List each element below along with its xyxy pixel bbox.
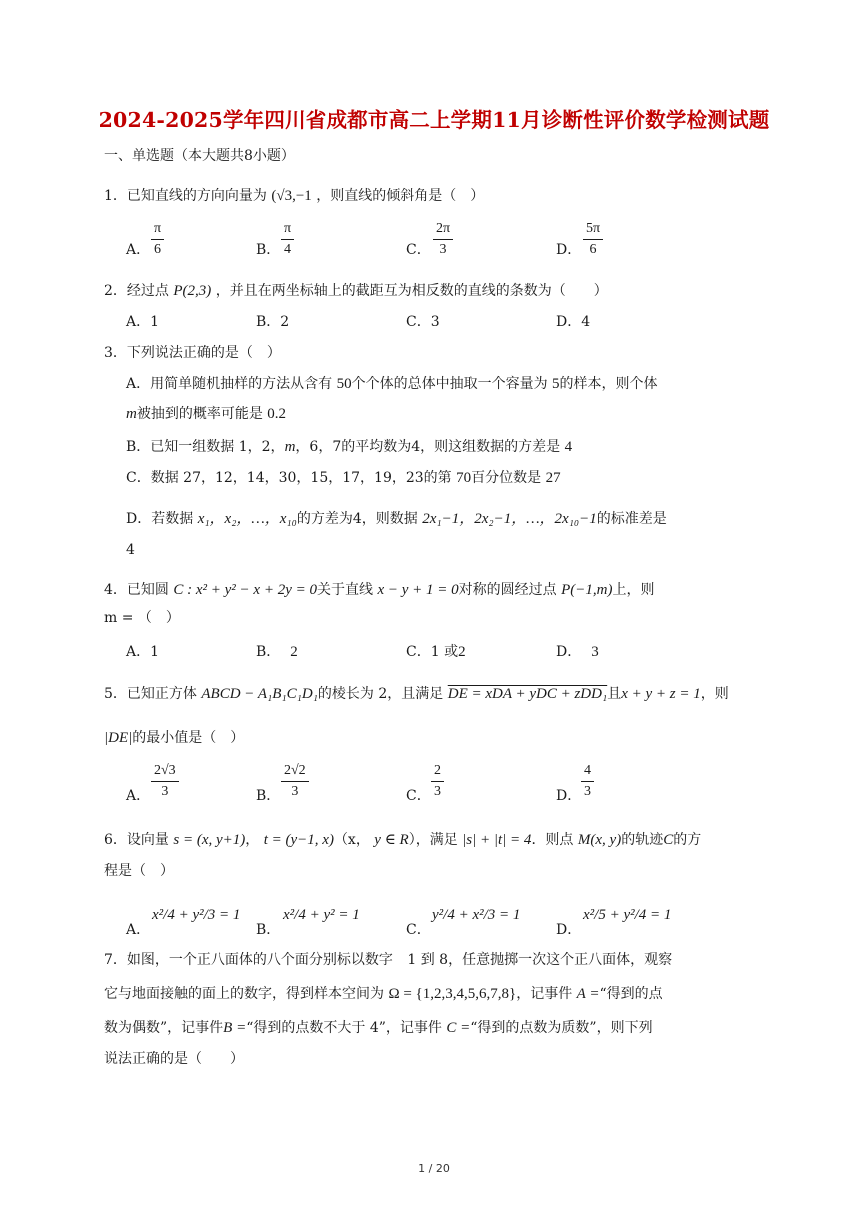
q4-text4: 上，则: [612, 582, 655, 598]
q6-text3: （x，: [333, 832, 370, 848]
q6-option-d-equation: x²/5 + y²/4 = 1: [583, 907, 672, 923]
q1-option-c-label: C．: [406, 242, 431, 258]
q4-line-equation: x − y + 1 = 0: [377, 582, 459, 598]
q5-option-c-label: C．: [406, 788, 431, 804]
q4-b-label: B．: [256, 644, 281, 660]
numerator: 4: [581, 763, 594, 782]
q3-d-xs: x₁，x₂，…，x₁₀: [197, 511, 297, 527]
q6-text2: ，: [245, 832, 260, 848]
q3-option-a-line2: [126, 404, 286, 424]
q6-text1: 6．设向量: [104, 832, 169, 848]
q6-equation: |s| + |t| = 4: [462, 832, 532, 848]
q6-text4: ），满足: [408, 832, 458, 848]
page-title: 2024-2025学年四川省成都市高二上学期11月诊断性评价数学检测试题: [98, 108, 770, 132]
q3-b-text1: B．已知一组数据 1，2，: [126, 439, 285, 455]
question-6-stem-line2: 程是（ ）: [104, 863, 174, 879]
q1-option-d-fraction: [583, 221, 603, 258]
q4-text3: 对称的圆经过点: [458, 582, 557, 598]
q3-a-text4: 被抽到的概率可能是: [136, 406, 263, 422]
q3-c-value: 27: [545, 470, 561, 486]
q6-text6: 的轨迹: [621, 832, 664, 848]
q6-vector-t: t = (y−1, x): [263, 832, 334, 848]
numerator: 2π: [433, 221, 453, 240]
q6-option-d-label: D．: [556, 922, 582, 938]
q4-c-value: 2: [458, 644, 466, 660]
page-number: 1 / 20: [418, 1162, 450, 1175]
denominator: 3: [161, 784, 169, 799]
q5-abs-de: |DE|: [104, 730, 133, 746]
question-7-line3: [104, 1018, 653, 1038]
q2-text-a: 2．经过点: [104, 283, 169, 299]
q5-option-a-label: A．: [126, 788, 151, 804]
q3-c-text1: C．数据 27，12，14，30，15，17，19，23的第: [126, 470, 452, 486]
q6-option-b-label: B．: [256, 922, 281, 938]
q1-option-a-fraction: [151, 221, 164, 258]
q3-option-c: [126, 468, 561, 488]
q3-c-text2: 百分位数是: [471, 470, 542, 486]
q5-text4: ，则: [700, 686, 729, 702]
question-7-line1: [104, 950, 672, 970]
q4-a-text: A．1: [126, 644, 160, 660]
question-1-stem: [104, 186, 484, 206]
q1-option-b-label: B．: [256, 242, 281, 258]
q7-text1b: 1 到 8，任意抛掷一次这个正八面体，观察: [407, 952, 673, 968]
q7-text2b: ，记事件: [516, 986, 573, 1002]
question-7-line4: 说法正确的是（ ）: [104, 1051, 244, 1067]
q5-text2: 的棱长为 2，且满足: [317, 686, 444, 702]
q4-option-a: [126, 642, 159, 662]
question-5-stem-line1: [104, 684, 729, 704]
q7-text3c: 4”，记事件: [369, 1020, 442, 1036]
denominator: 3: [291, 784, 299, 799]
q3-a-m: m: [126, 406, 137, 422]
q1-vector: (√3,−1: [271, 188, 312, 204]
numerator: 2√3: [151, 763, 179, 782]
q5-option-d-label: D．: [556, 788, 582, 804]
q5-vector-equation: DE = xDA + yDC + zDD₁: [447, 686, 608, 702]
q1-option-c-fraction: [433, 221, 453, 258]
q3-d-text3: 的标准差是: [596, 511, 667, 527]
question-4-stem-line2: m = （ ）: [104, 610, 180, 626]
q2-option-b: B．2: [256, 314, 290, 330]
q4-d-label: D．: [556, 644, 582, 660]
q7-sample-space: Ω = {1,2,3,4,5,6,7,8}: [388, 986, 517, 1002]
q6-vector-s: s = (x, y+1): [173, 832, 246, 848]
q5-option-a-fraction: [151, 763, 179, 800]
denominator: 3: [434, 784, 441, 799]
q1-text-a: 1．已知直线的方向向量为: [104, 188, 267, 204]
q4-d-value: 3: [591, 644, 599, 660]
q5-option-c-fraction: [431, 763, 444, 800]
q5-condition: x + y + z = 1: [621, 686, 701, 702]
denominator: 6: [589, 242, 597, 257]
numerator: π: [281, 221, 294, 240]
q4-point: P(−1,m): [561, 582, 613, 598]
q5-text3: 且: [607, 686, 622, 702]
numerator: 2√2: [281, 763, 309, 782]
question-4-stem-line1: [104, 580, 654, 600]
q4-option-b: [256, 642, 298, 662]
q6-condition: y ∈ R: [374, 832, 409, 848]
numerator: π: [151, 221, 164, 240]
q2-option-c: C．3: [406, 314, 440, 330]
question-2-stem: [104, 281, 608, 301]
q2-text-b: ，并且在两坐标轴上的截距互为相反数的直线的条数为（ ）: [215, 283, 608, 299]
q5-option-b-fraction: [281, 763, 309, 800]
q5-text1: 5．已知正方体: [104, 686, 197, 702]
q6-option-a-label: A．: [126, 922, 151, 938]
q3-a-text3: 的样本，则个体: [559, 376, 658, 392]
q3-d-text2: 的方差为4，则数据: [296, 511, 418, 527]
q7-text2c: “得到的点: [599, 986, 663, 1002]
question-6-stem-line1: [104, 830, 701, 850]
q4-text1: 4．已知圆: [104, 582, 169, 598]
q1-option-a-label: A．: [126, 242, 151, 258]
q3-d-text1: D．若数据: [126, 511, 194, 527]
q6-option-c-label: C．: [406, 922, 431, 938]
q5-cube: ABCD − A₁B₁C₁D₁: [201, 686, 318, 702]
q4-option-c: [406, 642, 466, 662]
q7-event-b: B =: [223, 1020, 247, 1036]
q4-c-label: C．1 或: [406, 644, 459, 660]
question-7-line2: [104, 984, 663, 1004]
q3-a-sample: 5: [552, 376, 560, 392]
numerator: 2: [431, 763, 444, 782]
q6-option-a-equation: x²/4 + y²/3 = 1: [152, 907, 241, 923]
q7-event-a: A =: [576, 986, 600, 1002]
q3-a-text2: 个个体的总体中抽取一个容量为: [351, 376, 548, 392]
q1-option-d-label: D．: [556, 242, 582, 258]
q6-option-b-equation: x²/4 + y² = 1: [283, 907, 360, 923]
denominator: 3: [584, 784, 591, 799]
denominator: 3: [439, 242, 447, 257]
denominator: 4: [284, 242, 292, 257]
q3-c-percentile: 70: [456, 470, 472, 486]
q7-text3b: “得到的点数不大于: [246, 1020, 366, 1036]
section-heading: 一、单选题（本大题共8小题）: [104, 148, 295, 164]
q7-event-c: C =: [446, 1020, 471, 1036]
q3-option-d-line1: [126, 509, 667, 529]
q7-text2a: 它与地面接触的面上的数字，得到样本空间为: [104, 986, 384, 1002]
q4-b-value: 2: [290, 644, 298, 660]
question-3-stem: 3．下列说法正确的是（ ）: [104, 345, 281, 361]
q4-text2: 关于直线: [317, 582, 373, 598]
q3-d-ys: 2x₁−1，2x₂−1，…，2x₁₀−1: [422, 511, 597, 527]
q3-b-m: m: [284, 439, 296, 455]
question-5-stem-line2: [104, 728, 244, 748]
q6-point-m: M(x, y): [577, 832, 622, 848]
q1-option-b-fraction: [281, 221, 294, 258]
q3-b-value: 4: [564, 439, 573, 455]
denominator: 6: [154, 242, 162, 257]
q3-option-d-line2: 4: [126, 542, 135, 558]
q4-option-d: [556, 642, 599, 662]
q5-text5: 的最小值是（ ）: [132, 730, 245, 746]
q7-text3d: “得到的点数为质数”，则下列: [470, 1020, 653, 1036]
q4-circle-equation: C : x² + y² − x + 2y = 0: [173, 582, 317, 598]
q5-option-d-fraction: [581, 763, 594, 800]
q2-point: P(2,3): [173, 283, 212, 299]
q6-text7: 的方: [673, 832, 702, 848]
q1-text-b: ，则直线的倾斜角是（ ）: [316, 188, 485, 204]
q2-option-a: A．1: [126, 314, 160, 330]
q5-option-b-label: B．: [256, 788, 281, 804]
q3-a-population: 50: [336, 376, 352, 392]
q7-text3a: 数为偶数”，记事件: [104, 1020, 224, 1036]
q3-option-b: [126, 437, 572, 457]
q6-curve-c: C: [663, 832, 674, 848]
q3-a-text1: A．用简单随机抽样的方法从含有: [126, 376, 333, 392]
q3-option-a-line1: [126, 374, 658, 394]
q3-a-probability: 0.2: [267, 406, 287, 422]
q7-text1a: 7．如图，一个正八面体的八个面分别标以数字: [104, 952, 393, 968]
q6-option-c-equation: y²/4 + x²/3 = 1: [432, 907, 521, 923]
numerator: 5π: [583, 221, 603, 240]
q2-option-d: D．4: [556, 314, 591, 330]
q6-text5: ．则点: [531, 832, 574, 848]
q3-b-text2: ，6，7的平均数为4，则这组数据的方差是: [295, 439, 561, 455]
